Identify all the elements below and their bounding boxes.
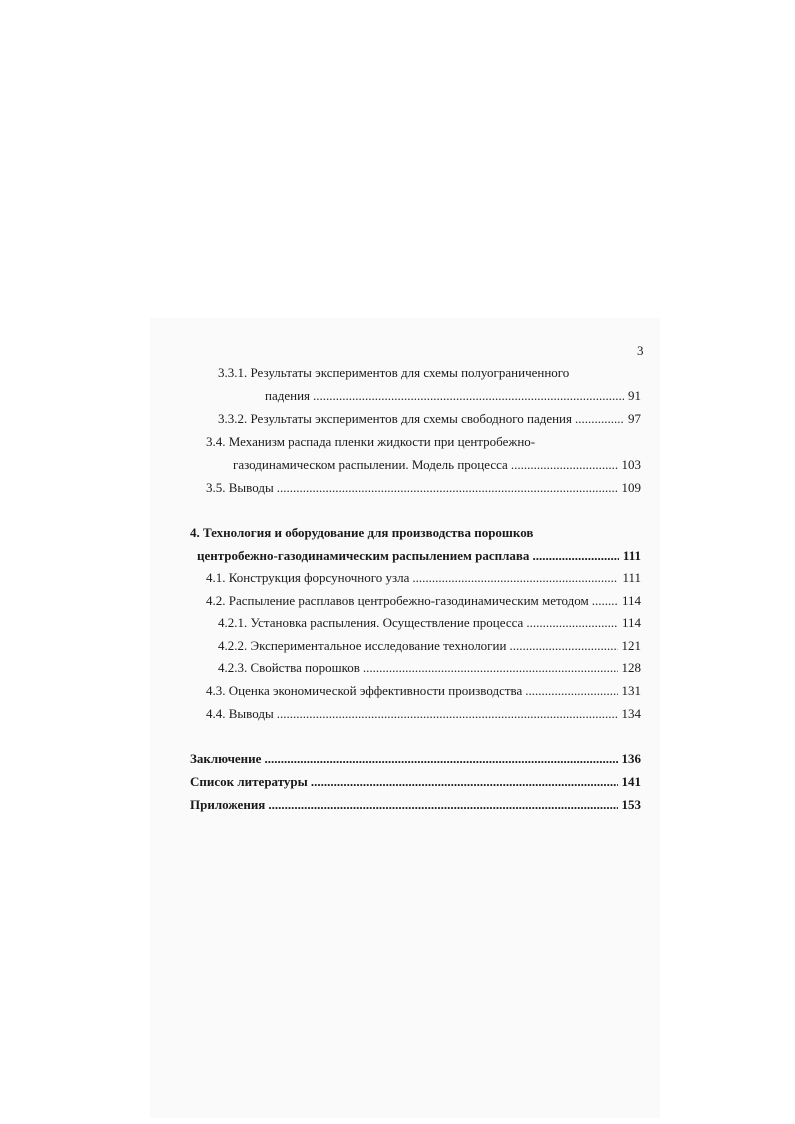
toc-leader (264, 750, 617, 768)
page-number: 3 (637, 343, 644, 358)
toc-page: 114 (621, 593, 641, 608)
toc-page: 114 (621, 615, 641, 630)
toc-page: 128 (621, 660, 641, 675)
toc-title: 3.3.2. Результаты экспериментов для схемы свободного падения (218, 411, 572, 426)
toc-leader (509, 637, 617, 655)
toc-page: 141 (621, 774, 641, 789)
toc-title: 4.4. Выводы (206, 706, 274, 721)
toc-title: 4.2. Распыление расплавов центробежно-газодинамическим методом (206, 593, 589, 608)
toc-leader (532, 547, 618, 565)
toc-title: Список литературы (190, 774, 308, 789)
toc-page: 97 (628, 411, 641, 426)
toc-page: 134 (621, 706, 641, 721)
toc-leader (575, 410, 624, 428)
toc-chapter-4-line1: 4. Технология и оборудование для производства порошков (190, 525, 534, 540)
toc-entry-4-2-1[interactable] (218, 614, 641, 632)
toc-title: 4.2.1. Установка распыления. Осуществление процесса (218, 615, 524, 630)
toc-title: 4.2.3. Свойства порошков (218, 660, 360, 675)
toc-page: 111 (622, 570, 641, 585)
toc-leader (592, 592, 618, 610)
toc-chapter-4[interactable] (197, 547, 641, 565)
toc-title: Приложения (190, 797, 266, 812)
toc-entry-3-3-1-line1: 3.3.1. Результаты экспериментов для схемы полуограниченного (218, 365, 570, 380)
toc-title: газодинамическом распылении. Модель процесса (233, 457, 508, 472)
toc-conclusion[interactable] (190, 750, 641, 768)
toc-leader (525, 682, 617, 700)
toc-entry-4-1[interactable] (206, 569, 641, 587)
toc-page: 103 (621, 457, 641, 472)
toc-title: падения (265, 388, 311, 403)
toc-entry-3-4-line1: 3.4. Механизм распада пленки жидкости при центробежно- (206, 434, 536, 449)
toc-entry-4-4[interactable] (206, 705, 641, 723)
toc-references[interactable] (190, 773, 641, 791)
toc-page: 121 (621, 638, 641, 653)
toc-appendices[interactable] (190, 796, 641, 814)
toc-leader (363, 659, 618, 677)
toc-entry-4-2-3[interactable] (218, 659, 641, 677)
toc-title: Заключение (190, 751, 262, 766)
toc-entry-3-3-2[interactable] (218, 410, 641, 428)
toc-page: 109 (621, 480, 641, 495)
toc-page: 153 (621, 797, 641, 812)
toc-entry-3-4[interactable] (233, 456, 641, 474)
toc-leader (277, 705, 618, 723)
toc-entry-4-2-2[interactable] (218, 637, 641, 655)
toc-page: 136 (621, 751, 641, 766)
toc-page: 91 (628, 388, 641, 403)
toc-title: 4.1. Конструкция форсуночного узла (206, 570, 410, 585)
toc-title: центробежно-газодинамическим распылением расплава (197, 548, 530, 563)
toc-entry-3-3-1[interactable] (265, 387, 641, 405)
toc-leader (511, 456, 618, 474)
toc-title: 3.5. Выводы (206, 480, 274, 495)
toc-entry-3-5[interactable] (206, 479, 641, 497)
toc-leader (412, 569, 618, 587)
toc-title: 4.2.2. Экспериментальное исследование технологии (218, 638, 507, 653)
toc-leader (268, 796, 617, 814)
toc-title: 4.3. Оценка экономической эффективности производства (206, 683, 523, 698)
toc-entry-4-2[interactable] (206, 592, 641, 610)
toc-leader (526, 614, 618, 632)
toc-page: 111 (622, 548, 641, 563)
toc-leader (311, 773, 618, 791)
toc-leader (277, 479, 618, 497)
toc-page: 131 (621, 683, 641, 698)
toc-entry-4-3[interactable] (206, 682, 641, 700)
toc-leader (313, 387, 624, 405)
